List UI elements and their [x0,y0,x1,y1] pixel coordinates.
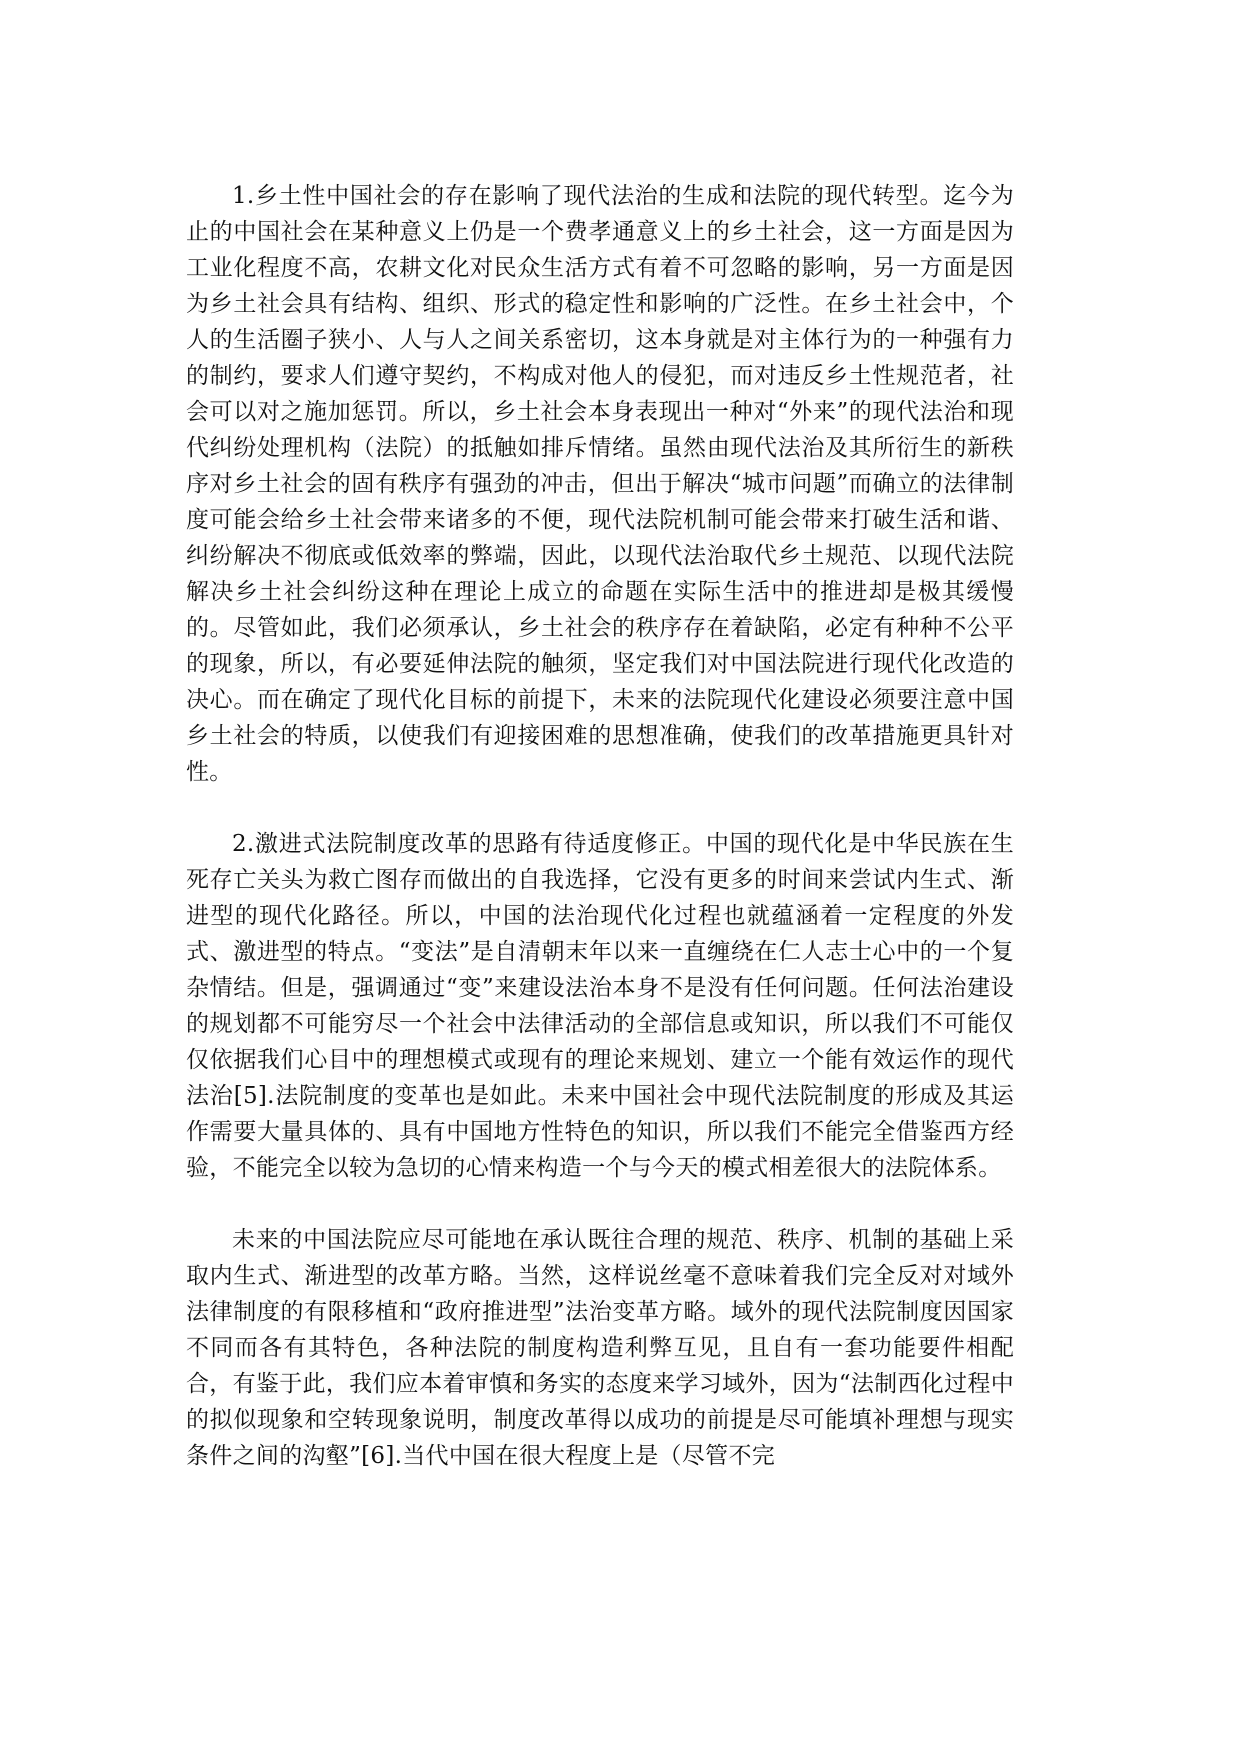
paragraph-3: 未来的中国法院应尽可能地在承认既往合理的规范、秩序、机制的基础上采取内生式、渐进型的改革方略。当然，这样说丝毫不意味着我们完全反对对域外法律制度的有限移植和“政府推进型”法治变革方略。域外的现代法院制度因国家不同而各有其特色，各种法院的制度构造利弊互见，且自有一套功能要件相配合，有鉴于此，我们应本着审慎和务实的态度来学习域外，因为“法制西化过程中的拟似现象和空转现象说明，制度改革得以成功的前提是尽可能填补理想与现实条件之间的沟壑”[6].当代中国在很大程度上是（尽管不完 [186,1227,1014,1469]
body-text [186,178,1014,1510]
paragraph-1: 1.乡土性中国社会的存在影响了现代法治的生成和法院的现代转型。迄今为止的中国社会在某种意义上仍是一个费孝通意义上的乡土社会，这一方面是因为工业化程度不高，农耕文化对民众生活方式有着不可忽略的影响，另一方面是因为乡土社会具有结构、组织、形式的稳定性和影响的广泛性。在乡土社会中，个人的生活圈子狭小、人与人之间关系密切，这本身就是对主体行为的一种强有力的制约，要求人们遵守契约，不构成对他人的侵犯，而对违反乡土性规范者，社会可以对之施加惩罚。所以，乡土社会本身表现出一种对“外来”的现代法治和现代纠纷处理机构（法院）的抵触如排斥情绪。虽然由现代法治及其所衍生的新秩序对乡土社会的固有秩序有强劲的冲击，但出于解决“城市问题”而确立的法律制度可能会给乡土社会带来诸多的不便，现代法院机制可能会带来打破生活和谐、纠纷解决不彻底或低效率的弊端，因此，以现代法治取代乡土规范、以现代法院解决乡土社会纠纷这种在理论上成立的命题在实际生活中的推进却是极其缓慢的。尽管如此，我们必须承认，乡土社会的秩序存在着缺陷，必定有种种不公平的现象，所以，有必要延伸法院的触须，坚定我们对中国法院进行现代化改造的决心。而在确定了现代化目标的前提下，未来的法院现代化建设必须要注意中国乡土社会的特质，以使我们有迎接困难的思想准确，使我们的改革措施更具针对性。 [186,183,1014,785]
paragraph-2: 2.激进式法院制度改革的思路有待适度修正。中国的现代化是中华民族在生死存亡关头为救亡图存而做出的自我选择，它没有更多的时间来尝试内生式、渐进型的现代化路径。所以，中国的法治现代化过程也就蕴涵着一定程度的外发式、激进型的特点。“变法”是自清朝末年以来一直缠绕在仁人志士心中的一个复杂情结。但是，强调通过“变”来建设法治本身不是没有任何问题。任何法治建设的规划都不可能穷尽一个社会中法律活动的全部信息或知识，所以我们不可能仅仅依据我们心目中的理想模式或现有的理论来规划、建立一个能有效运作的现代法治[5].法院制度的变革也是如此。未来中国社会中现代法院制度的形成及其运作需要大量具体的、具有中国地方性特色的知识，所以我们不能完全借鉴西方经验，不能完全以较为急切的心情来构造一个与今天的模式相差很大的法院体系。 [186,831,1014,1181]
